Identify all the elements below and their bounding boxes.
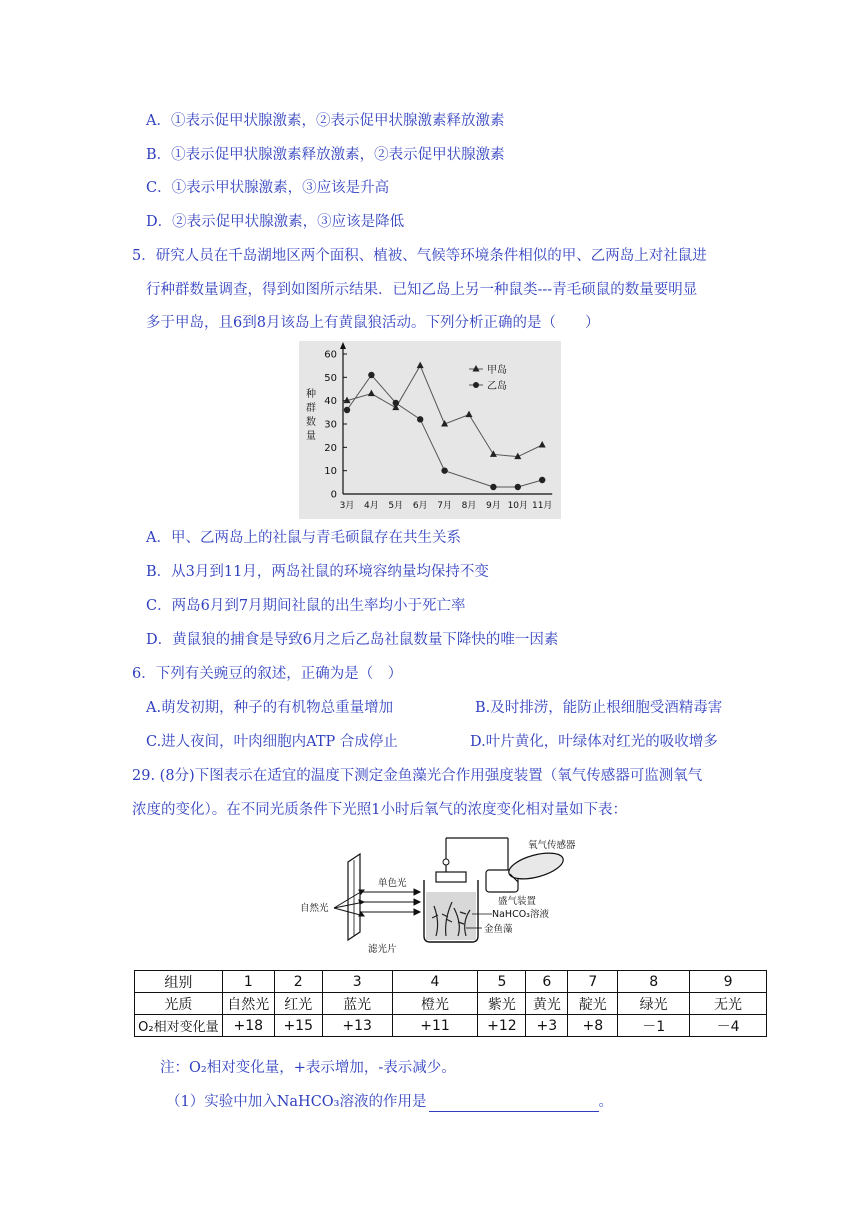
light-cell: 绿光	[618, 993, 690, 1015]
tube-valve	[443, 859, 449, 865]
x-tick-label: 6月	[412, 501, 428, 511]
plant-label: 金鱼藻	[484, 924, 513, 935]
population-chart	[299, 341, 561, 519]
container-label: 盛气装置	[498, 896, 537, 907]
y-tick-label: 20	[324, 442, 337, 454]
q5-option-d: D．黄鼠狼的捕食是导致6月之后乙岛社鼠数量下降快的唯一因素	[146, 632, 559, 648]
group-cell: 4	[392, 971, 478, 993]
light-cell: 靛光	[568, 993, 618, 1015]
o2-cell: +8	[568, 1015, 618, 1037]
group-cell: 8	[618, 971, 690, 993]
group-cell: 7	[568, 971, 618, 993]
series-point-triangle	[368, 390, 375, 397]
y-tick-label: 10	[324, 466, 337, 478]
q4-option-b: B．①表示促甲状腺激素释放激素，②表示促甲状腺激素	[146, 147, 505, 163]
apparatus-diagram	[296, 832, 596, 956]
light-cell: 紫光	[478, 993, 526, 1015]
q5-option-b: B．从3月到11月，两岛社鼠的环境容纳量均保持不变	[146, 564, 489, 580]
light-cell: 黄光	[526, 993, 568, 1015]
series-point-circle	[393, 400, 399, 406]
y-tick-label: 50	[324, 372, 337, 384]
q4-option-d: D．②表示促甲状腺激素，③应该是降低	[146, 214, 405, 230]
y-label-char: 量	[306, 431, 316, 442]
solution-area	[426, 892, 476, 940]
q4-option-c: C．①表示甲状腺激素，③应该是升高	[146, 180, 390, 196]
chart-x-ticks	[340, 500, 553, 511]
q5-option-a: A．甲、乙两岛上的社鼠与青毛硕鼠存在共生关系	[146, 530, 461, 546]
q29-stem-line-1: 29. (8分)下图表示在适宜的温度下测定金鱼藻光合作用强度装置（氧气传感器可监测氧气	[132, 768, 703, 784]
q6-option-b: B.及时排涝，能防止根细胞受酒精毒害	[475, 700, 723, 716]
o2-cell: +15	[274, 1015, 322, 1037]
legend-label: 甲岛	[487, 365, 507, 376]
q6-stem: 6．下列有关豌豆的叙述，正确为是（ ）	[132, 666, 403, 682]
light-cell: 自然光	[222, 993, 274, 1015]
row-header-light: 光质	[135, 993, 223, 1015]
table-row-o2	[135, 1015, 767, 1037]
stopper	[436, 872, 466, 882]
y-label-char: 数	[306, 417, 316, 428]
solution-label: NaHCO₃溶液	[492, 909, 549, 920]
series-point-circle	[417, 416, 423, 422]
x-tick-label: 11月	[531, 501, 553, 511]
legend-marker-circle	[473, 382, 479, 388]
q5-stem-line-3: 多于甲岛，且6到8月该岛上有黄鼠狼活动。下列分析正确的是（ ）	[146, 315, 600, 331]
group-cell: 6	[526, 971, 568, 993]
q6-option-c: C.进人夜间，叶肉细胞内ATP 合成停止	[146, 734, 398, 750]
y-axis-arrow	[340, 342, 346, 349]
o2-change-table	[134, 970, 767, 1037]
table-row-light	[135, 993, 767, 1015]
y-tick-label: 60	[324, 349, 337, 361]
q4-option-a: A．①表示促甲状腺激素，②表示促甲状腺激素释放激素	[146, 113, 505, 129]
o2-cell: +11	[392, 1015, 478, 1037]
q5-stem-line-1: 5．研究人员在千岛湖地区两个面积、植被、气候等环境条件相似的甲、乙两岛上对社鼠进	[132, 248, 707, 264]
q5-stem-line-2: 行种群数量调查，得到如图所示结果．已知乙岛上另一种鼠类---青毛硕鼠的数量要明显	[146, 282, 698, 298]
o2-cell: +12	[478, 1015, 526, 1037]
q29-stem-line-2: 浓度的变化）。在不同光质条件下光照1小时后氧气的浓度变化相对量如下表：	[132, 802, 627, 818]
x-tick-label: 7月	[437, 501, 452, 511]
chart-series	[344, 362, 546, 491]
group-cell: 2	[274, 971, 322, 993]
series-point-triangle	[539, 441, 546, 448]
light-cell: 红光	[274, 993, 322, 1015]
sensor-label: 氧气传感器	[528, 840, 576, 851]
group-cell: 3	[322, 971, 392, 993]
light-cell: 橙光	[392, 993, 478, 1015]
o2-cell: +3	[526, 1015, 568, 1037]
row-header-group: 组别	[135, 971, 223, 993]
q6-option-d: D.叶片黄化，叶绿体对红光的吸收增多	[470, 734, 718, 750]
y-label-char: 群	[306, 403, 316, 414]
series-point-triangle	[417, 362, 424, 369]
y-tick-label: 0	[330, 489, 337, 501]
o2-cell: －4	[690, 1015, 767, 1037]
x-tick-label: 4月	[364, 501, 379, 511]
o2-cell: －1	[618, 1015, 690, 1037]
series-point-triangle	[490, 450, 497, 457]
x-tick-label: 5月	[388, 501, 404, 511]
light-cell: 蓝光	[322, 993, 392, 1015]
o2-cell: +18	[222, 1015, 274, 1037]
mono-light-arrows	[360, 889, 420, 915]
q29-sub1	[166, 1092, 613, 1112]
legend-label: 乙岛	[487, 381, 507, 392]
table-row-group	[135, 971, 767, 993]
population-chart-svg	[299, 341, 561, 519]
series-line-1	[347, 366, 542, 457]
x-tick-label: 9月	[486, 501, 501, 511]
series-point-circle	[344, 407, 350, 413]
series-point-circle	[515, 484, 521, 490]
group-cell: 5	[478, 971, 526, 993]
q29-sub1-text: （1）实验中加入NaHCO₃溶液的作用是	[166, 1094, 427, 1110]
q6-option-a: A.萌发初期，种子的有机物总重量增加	[146, 700, 394, 716]
filter-label: 滤光片	[368, 944, 397, 955]
series-point-triangle	[466, 411, 473, 418]
q5-option-c: C．两岛6月到7月期间社鼠的出生率均小于死亡率	[146, 598, 466, 614]
series-point-circle	[539, 477, 545, 483]
x-tick-label: 3月	[339, 501, 355, 511]
row-header-o2: O₂相对变化量	[135, 1015, 223, 1037]
natural-light-label: 自然光	[300, 903, 329, 914]
answer-blank[interactable]	[429, 1096, 599, 1112]
series-point-circle	[490, 484, 496, 490]
o2-cell: +13	[322, 1015, 392, 1037]
x-tick-label: 10月	[507, 501, 529, 511]
y-tick-label: 30	[324, 419, 337, 431]
q29-sub1-end: 。	[598, 1094, 613, 1110]
y-label-char: 种	[306, 389, 316, 400]
series-point-circle	[368, 372, 374, 378]
light-cell: 无光	[690, 993, 767, 1015]
table-note: 注：O₂相对变化量，+表示增加，-表示减少。	[160, 1060, 456, 1076]
mono-light-label: 单色光	[378, 878, 407, 889]
chart-legend	[469, 363, 507, 392]
group-cell: 1	[222, 971, 274, 993]
y-tick-label: 40	[324, 396, 337, 408]
legend-marker-triangle	[473, 365, 480, 372]
chart-y-label	[306, 387, 316, 442]
apparatus-svg	[296, 832, 596, 956]
x-tick-label: 8月	[461, 501, 477, 511]
series-point-circle	[441, 467, 447, 473]
group-cell: 9	[690, 971, 767, 993]
